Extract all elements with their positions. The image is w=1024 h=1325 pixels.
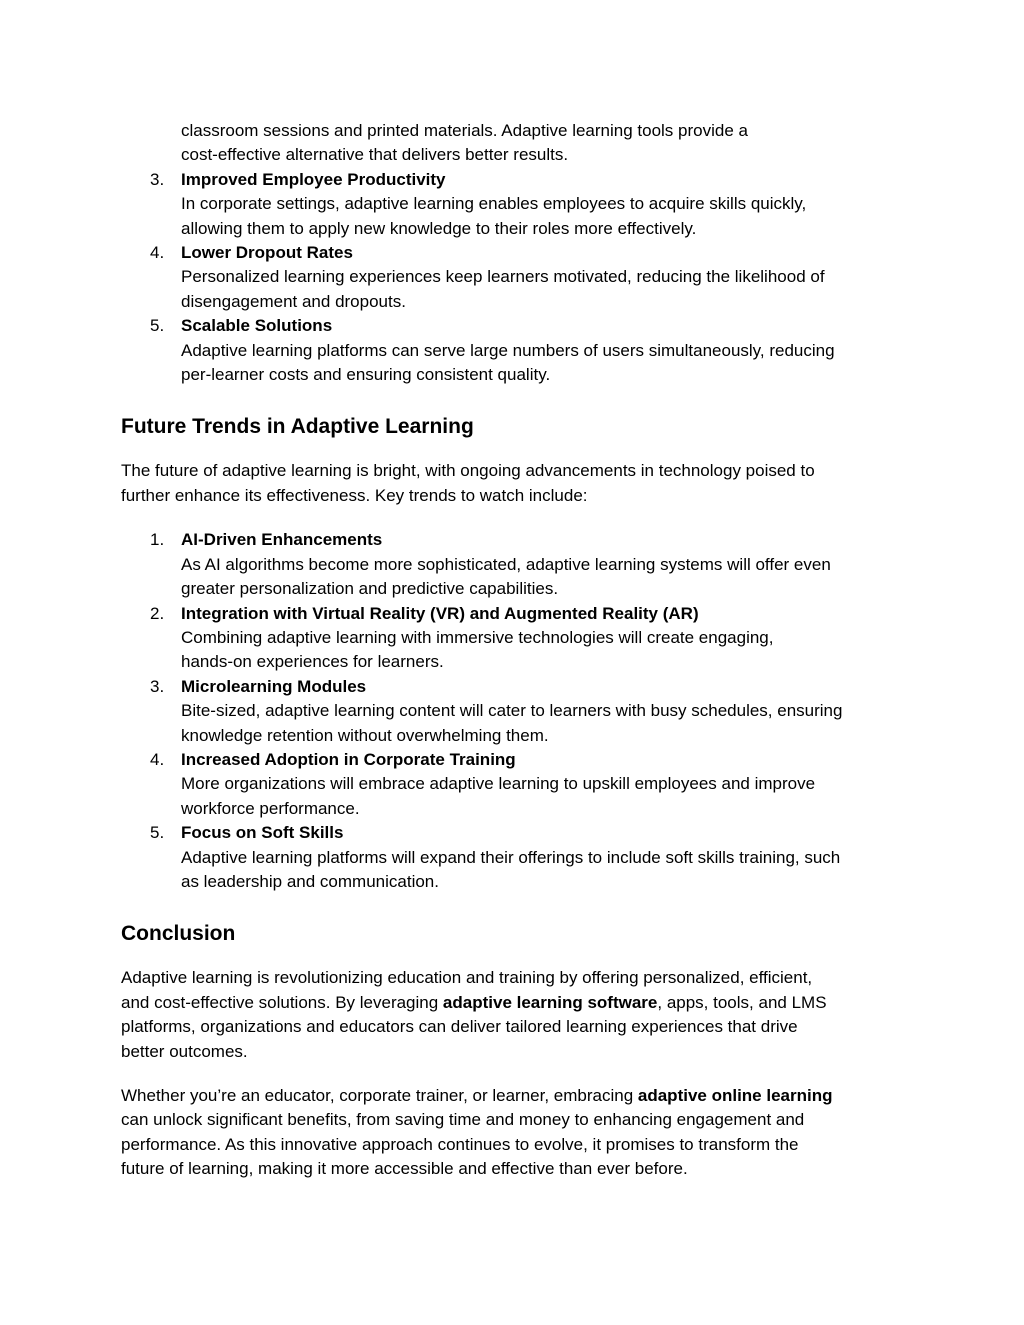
paragraph-line: Adaptive learning is revolutionizing education and training by offering personalized, efficient, — [121, 968, 813, 988]
list-item-title: Microlearning Modules — [181, 676, 367, 696]
list-item-text-line: workforce performance. — [181, 798, 360, 818]
paragraph-line — [121, 991, 911, 1015]
list-item-text-line: classroom sessions and printed materials. Adaptive learning tools provide a — [181, 121, 748, 140]
list-item-text-line: In corporate settings, adaptive learning enables employees to acquire skills quickly, — [181, 194, 807, 214]
paragraph-line: The future of adaptive learning is bright, with ongoing advancements in technology poised to — [121, 461, 815, 481]
paragraph-line: performance. As this innovative approach continues to evolve, it promises to transform the — [121, 1134, 799, 1154]
future-trends-list — [121, 528, 911, 894]
list-item-text-line: cost-effective alternative that delivers better results. — [181, 145, 569, 165]
paragraph-conclusion-1 — [121, 966, 911, 1064]
list-item-text-line: allowing them to apply new knowledge to their roles more effectively. — [181, 218, 697, 238]
list-item-number: 3. — [150, 169, 165, 189]
list-item-number: 3. — [150, 676, 165, 696]
list-item-text-line: Adaptive learning platforms can serve large numbers of users simultaneously, reducing — [181, 340, 835, 360]
section-heading-future-trends: Future Trends in Adaptive Learning — [121, 415, 474, 439]
list-item-text-line: as leadership and communication. — [181, 871, 439, 891]
list-item — [121, 675, 911, 748]
list-item-continuation — [121, 119, 911, 168]
list-item-text-line: More organizations will embrace adaptive learning to upskill employees and improve — [181, 774, 816, 794]
list-item — [121, 528, 911, 601]
paragraph-line: can unlock significant benefits, from saving time and money to enhancing engagement and — [121, 1110, 805, 1130]
list-item-title: Focus on Soft Skills — [181, 823, 344, 843]
list-item-number: 5. — [150, 316, 165, 336]
list-item-text-line: hands-on experiences for learners. — [181, 652, 444, 672]
list-item-text-line: disengagement and dropouts. — [181, 291, 406, 311]
document-content — [121, 119, 911, 1182]
list-item-title: Increased Adoption in Corporate Training — [181, 749, 516, 769]
bold-phrase: adaptive learning software — [442, 992, 658, 1012]
list-item-title: Integration with Virtual Reality (VR) and Augmented Reality (AR) — [181, 603, 699, 623]
list-item — [121, 821, 911, 894]
list-item-text-line: Adaptive learning platforms will expand their offerings to include soft skills training, such — [181, 847, 841, 867]
list-item-text-line: As AI algorithms become more sophisticated, adaptive learning systems will offer even — [181, 554, 831, 574]
list-item-title: Lower Dropout Rates — [181, 243, 353, 263]
section-heading-conclusion: Conclusion — [121, 922, 236, 946]
paragraph-text: Whether you’re an educator, corporate trainer, or learner, embracing — [121, 1086, 638, 1105]
list-item-text-line: per-learner costs and ensuring consistent quality. — [181, 365, 551, 385]
list-item-title: Improved Employee Productivity — [181, 169, 446, 189]
list-item-number: 4. — [150, 749, 165, 769]
list-item-number: 1. — [150, 530, 165, 550]
list-item — [121, 314, 911, 387]
list-item-text-line: Bite-sized, adaptive learning content will cater to learners with busy schedules, ensuring — [181, 701, 843, 721]
list-item-text-line: greater personalization and predictive capabilities. — [181, 579, 559, 599]
list-item — [121, 168, 911, 241]
paragraph-line — [121, 1084, 911, 1108]
bold-phrase: adaptive online learning — [637, 1086, 833, 1105]
paragraph-future-intro — [121, 459, 911, 508]
paragraph-line: future of learning, making it more accessible and effective than ever before. — [121, 1159, 688, 1179]
list-item — [121, 602, 911, 675]
list-item-number: 5. — [150, 823, 165, 843]
paragraph-line: further enhance its effectiveness. Key trends to watch include: — [121, 485, 588, 505]
list-item-text-line: Personalized learning experiences keep learners motivated, reducing the likelihood of — [181, 267, 825, 287]
list-item-text-line: Combining adaptive learning with immersive technologies will create engaging, — [181, 627, 774, 647]
list-item-title: Scalable Solutions — [181, 316, 333, 336]
paragraph-line: platforms, organizations and educators can deliver tailored learning experiences that drive — [121, 1017, 798, 1037]
list-item-number: 4. — [150, 243, 165, 263]
list-item — [121, 748, 911, 821]
list-item — [121, 241, 911, 314]
paragraph-conclusion-2 — [121, 1084, 911, 1182]
paragraph-line: better outcomes. — [121, 1041, 248, 1061]
paragraph-text: and cost-effective solutions. By leveraging — [121, 992, 443, 1012]
list-item-text-line: knowledge retention without overwhelming them. — [181, 725, 549, 745]
paragraph-text: , apps, tools, and LMS — [657, 992, 827, 1012]
list-item-number: 2. — [150, 603, 165, 623]
benefits-list — [121, 168, 911, 388]
list-item-title: AI-Driven Enhancements — [181, 530, 383, 550]
